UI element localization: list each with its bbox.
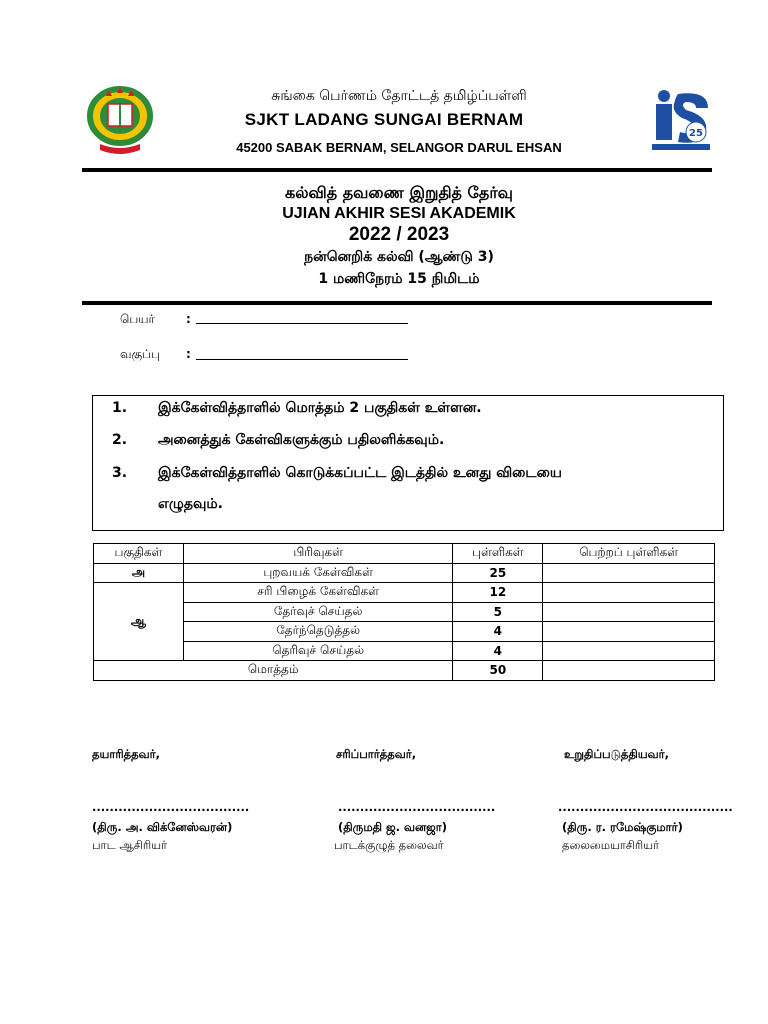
signatory-position: பாடக்குழுத் தலைவர் [334,838,444,852]
prepared-by-label: தயாரித்தவர், [92,747,161,761]
total-label: மொத்தம் [94,661,453,681]
class-field[interactable] [196,358,408,360]
header-obtained: பெற்றப் புள்ளிகள் [543,544,715,564]
class-colon: : [186,347,191,361]
marks-cell: 25 [453,563,543,583]
name-label: பெயர் [120,312,155,326]
verified-by-label: உறுதிப்படுத்தியவர், [564,747,670,761]
section-b: ஆ [94,583,184,661]
title-divider [82,301,712,305]
instruction-number: 1. [112,400,128,416]
division-cell: தேர்வுச் செய்தல் [183,602,453,622]
instruction-text: இக்கேள்வித்தாளில் கொடுக்கப்பட்ட இடத்தில் உனது விடையை [158,465,562,481]
signatory-name: (திருமதி ஜ. வனஜா) [338,820,447,834]
signatory-name: (திரு. அ. விக்னேஸ்வரன்) [92,820,233,834]
exam-duration: 1 மணிநேரம் 15 நிமிடம் [318,271,480,287]
division-cell: சரி பிழைக் கேள்விகள் [183,583,453,603]
obtained-cell[interactable] [543,622,715,642]
signatory-position: பாட ஆசிரியர் [92,838,168,852]
table-row [94,602,715,622]
header-division: பிரிவுகள் [183,544,453,564]
instruction-number: 3. [112,465,128,481]
school-name-tamil: சுங்கை பெர்ணம் தோட்டத் தமிழ்ப்பள்ளி [271,88,527,104]
marks-cell: 4 [453,622,543,642]
division-cell: தெரிவுச் செய்தல் [183,641,453,661]
obtained-cell[interactable] [543,563,715,583]
table-header-row [94,544,715,564]
instruction-text: அனைத்துக் கேள்விகளுக்கும் பதிலளிக்கவும். [158,432,445,448]
school-address: 45200 SABAK BERNAM, SELANGOR DARUL EHSAN [236,140,562,155]
marks-cell: 5 [453,602,543,622]
name-colon: : [186,312,191,326]
name-field[interactable] [196,322,408,324]
checked-by-label: சரிப்பார்த்தவர், [336,747,417,761]
table-total-row [94,661,715,681]
marks-cell: 4 [453,641,543,661]
signatory-name: (திரு. ர. ரமேஷ்குமார்) [562,820,683,834]
instruction-number: 2. [112,432,128,448]
exam-subject: நன்னெறிக் கல்வி (ஆண்டு 3) [304,249,494,265]
signature-line: .................................... [338,800,496,814]
instruction-text: இக்கேள்வித்தாளில் மொத்தம் 2 பகுதிகள் உள்ளன. [158,400,482,416]
signature-line: ........................................ [558,800,733,814]
obtained-cell[interactable] [543,641,715,661]
table-row [94,583,715,603]
table-row [94,641,715,661]
table-row [94,563,715,583]
instruction-text-continued: எழுதவும். [158,496,223,512]
school-name: SJKT LADANG SUNGAI BERNAM [244,110,524,129]
division-cell: தேர்ந்தெடுத்தல் [183,622,453,642]
signature-line: .................................... [92,800,250,814]
exam-title-malay: UJIAN AKHIR SESI AKADEMIK [282,205,516,222]
total-obtained-cell[interactable] [543,661,715,681]
table-row [94,622,715,642]
obtained-cell[interactable] [543,583,715,603]
obtained-cell[interactable] [543,602,715,622]
exam-year: 2022 / 2023 [348,224,450,245]
section-a: அ [94,563,184,583]
header-marks: புள்ளிகள் [453,544,543,564]
signatory-position: தலைமையாசிரியர் [562,838,660,852]
division-cell: புறவயக் கேள்விகள் [183,563,453,583]
header-divider [82,168,712,172]
marks-cell: 12 [453,583,543,603]
header-section: பகுதிகள் [94,544,184,564]
marks-table [93,543,715,681]
class-label: வகுப்பு [120,347,160,361]
exam-title-tamil: கல்வித் தவணை இறுதித் தேர்வு [284,183,513,202]
logo-25-text: 25 [689,128,703,139]
total-marks: 50 [453,661,543,681]
